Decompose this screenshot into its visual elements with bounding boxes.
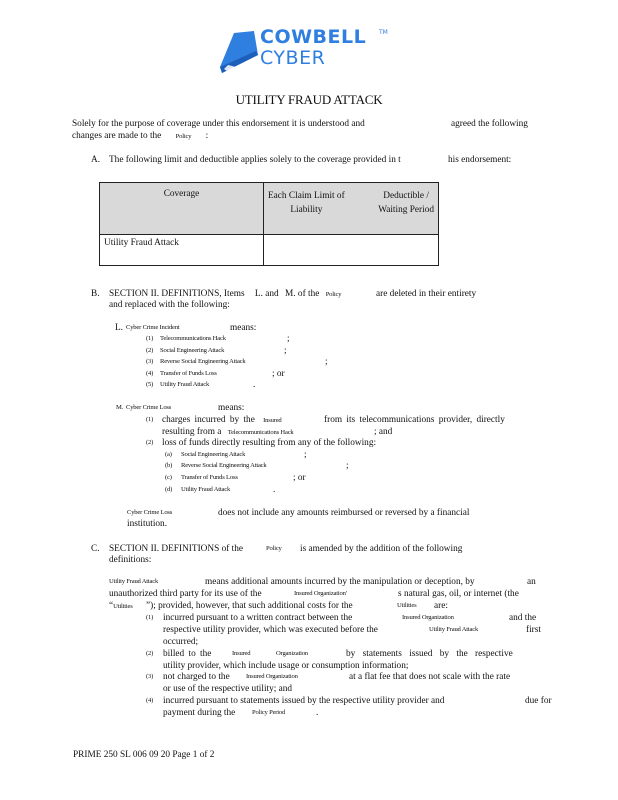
def-item-text: . bbox=[316, 708, 319, 718]
list-letter: (c) bbox=[165, 474, 172, 481]
def-l-means: means: bbox=[230, 323, 257, 333]
def-m-item1-line1 bbox=[162, 415, 282, 425]
section-c-line1: SECTION II. DEFINITIONS of the bbox=[109, 544, 244, 554]
list-item-tail: ; bbox=[284, 346, 287, 356]
brand-name-line1: COWBELL bbox=[260, 26, 367, 48]
def-text: ”); provided, however, that such additional costs for the bbox=[146, 601, 353, 611]
defined-term-policy: Policy bbox=[325, 291, 342, 298]
def-text: s natural gas, oil, or internet (the bbox=[398, 589, 519, 599]
def-m-item2-text: loss of funds directly resulting from any of the following: bbox=[162, 438, 377, 448]
intro-line2 bbox=[72, 131, 208, 141]
def-line3 bbox=[109, 601, 133, 611]
header-deductible-line2: Waiting Period bbox=[378, 205, 434, 215]
header-coverage: Coverage bbox=[100, 183, 264, 235]
list-letter: (a) bbox=[165, 451, 172, 458]
list-item-term: Transfer of Funds Loss bbox=[160, 370, 217, 377]
def-item-text: at a flat fee that does not scale with the rate bbox=[349, 672, 511, 682]
defined-term-insured-organization: Insured Organization' bbox=[294, 590, 347, 597]
list-letter: (b) bbox=[165, 462, 173, 469]
def-item-text: due for bbox=[525, 696, 552, 706]
def-m-marker: M. bbox=[116, 404, 124, 411]
text: . and bbox=[260, 289, 279, 299]
def-l-marker: L. bbox=[115, 323, 124, 333]
section-a-text-end: his endorsement: bbox=[448, 155, 512, 165]
section-b-line2: and replaced with the following: bbox=[109, 300, 230, 310]
brand-name-line2: CYBER bbox=[260, 47, 326, 69]
list-item-term: Social Engineering Attack bbox=[181, 451, 246, 458]
text: “ bbox=[109, 601, 114, 611]
trademark-symbol: TM bbox=[379, 29, 388, 36]
page-title: UTILITY FRAUD ATTACK bbox=[235, 92, 383, 107]
list-number: (4) bbox=[146, 697, 154, 704]
text: SECTION II. DEFINITIONS, Items bbox=[109, 289, 245, 299]
def-l-term: Cyber Crime Incident bbox=[126, 324, 180, 331]
list-item-tail: ; or bbox=[272, 369, 285, 379]
def-text: are: bbox=[434, 601, 448, 611]
intro-text: changes are made to the bbox=[72, 131, 162, 141]
list-number: (3) bbox=[146, 673, 154, 680]
list-number: (1) bbox=[146, 335, 154, 342]
section-a-text: The following limit and deductible applies solely to the coverage provided in t bbox=[109, 155, 401, 165]
def-item-text: respective utility provider, which was executed before the bbox=[163, 625, 378, 635]
exclusion-text-line2: institution. bbox=[127, 519, 168, 529]
def-item-text: first bbox=[526, 625, 541, 635]
def-text: unauthorized third party for its use of the bbox=[109, 589, 262, 599]
def-item-text: or use of the respective utility; and bbox=[163, 684, 293, 694]
section-a-marker: A. bbox=[91, 155, 101, 165]
text: resulting from a bbox=[162, 427, 222, 437]
def-item-text: by statements issued by the respective bbox=[346, 649, 513, 659]
list-item-term: Utility Fraud Attack bbox=[181, 486, 231, 493]
defined-term-cyber-crime-loss: Cyber Crime Loss bbox=[127, 509, 173, 516]
list-number: (4) bbox=[146, 370, 154, 377]
list-item-tail: . bbox=[253, 380, 256, 390]
text: charges incurred by the bbox=[162, 415, 255, 425]
table-row bbox=[100, 235, 439, 266]
defined-term-policy: Policy bbox=[266, 545, 282, 552]
defined-term-utilities: Utilities bbox=[397, 602, 417, 609]
list-item-tail: ; bbox=[304, 450, 307, 460]
def-item-text: occurred; bbox=[163, 637, 199, 647]
defined-term-policy-period: Policy Period bbox=[252, 709, 286, 716]
text: ; and bbox=[374, 427, 393, 437]
list-item-tail: ; bbox=[325, 357, 328, 367]
punctuation: : bbox=[205, 131, 209, 141]
defined-term-utility-fraud-attack: Utility Fraud Attack bbox=[429, 626, 479, 633]
cowbell-icon bbox=[218, 29, 260, 77]
def-item-text: incurred pursuant to statements issued by the respective utility provider and bbox=[163, 696, 445, 706]
section-c-line2: definitions: bbox=[109, 555, 152, 565]
list-number: (1) bbox=[146, 614, 154, 621]
item-ref-l: L bbox=[254, 289, 261, 299]
list-number: (3) bbox=[146, 358, 154, 365]
exclusion-text: does not include any amounts reimbursed or reversed by a financial bbox=[218, 508, 470, 518]
list-item-term: Transfer of Funds Loss bbox=[181, 474, 238, 481]
defined-term-insured: Insured bbox=[263, 417, 282, 424]
def-text: means additional amounts incurred by the manipulation or deception, by bbox=[205, 577, 475, 587]
intro-line1-end: agreed the following bbox=[451, 119, 528, 129]
list-number: (5) bbox=[146, 381, 154, 388]
list-item-term: Utility Fraud Attack bbox=[160, 381, 210, 388]
defined-term-telecom-hack: Telecommunications Hack bbox=[227, 429, 294, 436]
defined-term-utility-fraud-attack: Utility Fraud Attack bbox=[109, 578, 159, 585]
list-number: (2) bbox=[146, 650, 154, 657]
section-c-line1-end: is amended by the addition of the following bbox=[300, 544, 463, 554]
defined-term-insured: Insured bbox=[232, 650, 251, 657]
header-limit-deductible bbox=[264, 183, 439, 235]
def-item-text: payment during the bbox=[163, 708, 236, 718]
item-ref-m: M bbox=[285, 289, 294, 299]
list-item-tail: ; bbox=[346, 461, 349, 471]
def-item-text: billed to the bbox=[163, 649, 212, 659]
text: . of the bbox=[293, 289, 320, 299]
header-deductible-line1: Deductible / bbox=[383, 191, 429, 201]
section-b-marker: B. bbox=[91, 289, 100, 299]
cell-limit-deductible bbox=[264, 235, 439, 266]
intro-line1 bbox=[72, 119, 365, 129]
intro-text: Solely for the purpose of coverage under this endorsement it is understood and bbox=[72, 119, 365, 129]
table-header-row bbox=[100, 183, 439, 235]
list-item-term: Social Engineering Attack bbox=[160, 347, 225, 354]
section-b-line1-end: are deleted in their entirety bbox=[376, 289, 477, 299]
list-item-term: Telecommunications Hack bbox=[160, 335, 226, 342]
defined-term-policy: Policy bbox=[175, 133, 192, 140]
section-c-marker: C. bbox=[91, 544, 100, 554]
def-m-means: means: bbox=[218, 403, 245, 413]
def-item-text: utility provider, which include usage or consumption information; bbox=[163, 661, 409, 671]
list-number: (2) bbox=[146, 347, 154, 354]
def-m-term: Cyber Crime Loss bbox=[126, 404, 172, 411]
header-limit-line1: Each Claim Limit of bbox=[268, 191, 345, 201]
list-item-term: Reverse Social Engineering Attack bbox=[181, 462, 267, 469]
section-b-line1 bbox=[109, 289, 341, 299]
page-footer: PRIME 250 SL 006 09 20 Page 1 of 2 bbox=[73, 750, 215, 760]
header-limit bbox=[268, 189, 345, 217]
cell-coverage: Utility Fraud Attack bbox=[100, 235, 264, 266]
defined-term-utilities: Utilities bbox=[113, 603, 133, 610]
coverage-table bbox=[99, 182, 439, 266]
cowbell-cyber-logo bbox=[218, 27, 418, 79]
def-m-item1-line1-end: from its telecommunications provider, directly bbox=[324, 415, 505, 425]
list-item-tail: . bbox=[273, 485, 276, 495]
def-item-text: and the bbox=[509, 613, 537, 623]
def-text: an bbox=[527, 577, 536, 587]
def-item-text: not charged to the bbox=[163, 672, 230, 682]
def-item-text: incurred pursuant to a written contract between the bbox=[163, 613, 353, 623]
list-number: (2) bbox=[146, 439, 154, 446]
defined-term-organization: Organization bbox=[276, 650, 308, 657]
list-item-tail: ; bbox=[287, 334, 290, 344]
header-deductible bbox=[378, 189, 434, 217]
list-number: (1) bbox=[146, 416, 154, 423]
defined-term-insured-organization: Insured Organization bbox=[246, 673, 298, 680]
list-item-tail: ; or bbox=[293, 473, 306, 483]
def-m-item1-line2 bbox=[162, 427, 294, 437]
header-limit-line2: Liability bbox=[290, 205, 323, 215]
defined-term-insured-organization: Insured Organization bbox=[402, 614, 454, 621]
list-letter: (d) bbox=[165, 486, 173, 493]
list-item-term: Reverse Social Engineering Attack bbox=[160, 358, 246, 365]
